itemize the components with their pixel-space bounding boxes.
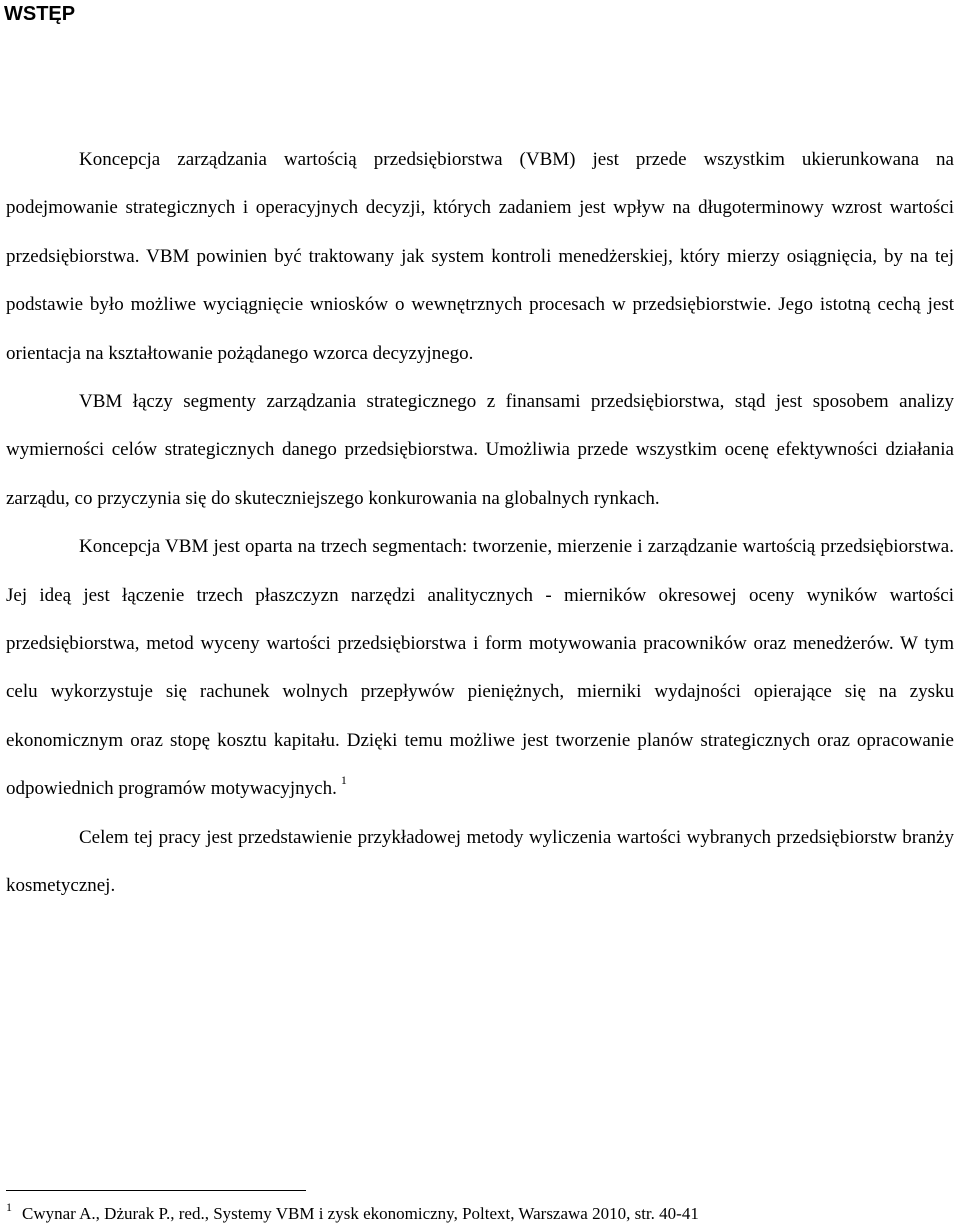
paragraph-3 [6, 523, 954, 813]
paragraph-1-text: Koncepcja zarządzania wartością przedsiębiorstwa (VBM) jest przede wszystkim ukierunkowana na podejmowanie strategicznych i operacyjnych decyzji, których zadaniem jest wpływ na długoterminowy wzrost wartości przedsiębiorstwa. VBM powinien być traktowany jak system kontroli menedżerskiej, który mierzy osiągnięcia, by na tej podstawie było możliwe wyciągnięcie wniosków o wewnętrznych procesach w przedsiębiorstwie. Jego istotną cechą jest orientacja na kształtowanie pożądanego wzorca decyzyjnego. [6, 149, 954, 364]
paragraph-1 [6, 136, 954, 378]
paragraph-4-text: Celem tej pracy jest przedstawienie przykładowej metody wyliczenia wartości wybranych przedsiębiorstw branży kosmetycznej. [6, 826, 954, 897]
footnote-reference[interactable]: 1 [340, 773, 347, 788]
paragraph-2 [6, 378, 954, 523]
footnote-number: 1 [6, 1200, 12, 1214]
body-text [6, 136, 954, 911]
paragraph-4 [6, 814, 954, 911]
footnote-separator [6, 1190, 306, 1191]
page-title: WSTĘP [4, 3, 76, 25]
footnote [6, 1200, 699, 1225]
paragraph-2-text: VBM łączy segmenty zarządzania strategicznego z finansami przedsiębiorstwa, stąd jest sposobem analizy wymierności celów strategicznych danego przedsiębiorstwa. Umożliwia przede wszystkim ocenę efektywności działania zarządu, co przyczynia się do skuteczniejszego konkurowania na globalnych rynkach. [6, 391, 954, 509]
footnote-text: Cwynar A., Dżurak P., red., Systemy VBM i zysk ekonomiczny, Poltext, Warszawa 2010, str. 40-41 [22, 1204, 699, 1223]
paragraph-3-text: Koncepcja VBM jest oparta na trzech segmentach: tworzenie, mierzenie i zarządzanie wartością przedsiębiorstwa. Jej ideą jest łączenie trzech płaszczyzn narzędzi analitycznych - mierników okresowej oceny wyników wartości przedsiębiorstwa, metod wyceny wartości przedsiębiorstwa i form motywowania pracowników oraz menedżerów. W tym celu wykorzystuje się rachunek wolnych przepływów pieniężnych, mierniki wydajności opierające się na zysku ekonomicznym oraz stopę kosztu kapitału. Dzięki temu możliwe jest tworzenie planów strategicznych oraz opracowanie odpowiednich programów motywacyjnych. [6, 536, 954, 800]
